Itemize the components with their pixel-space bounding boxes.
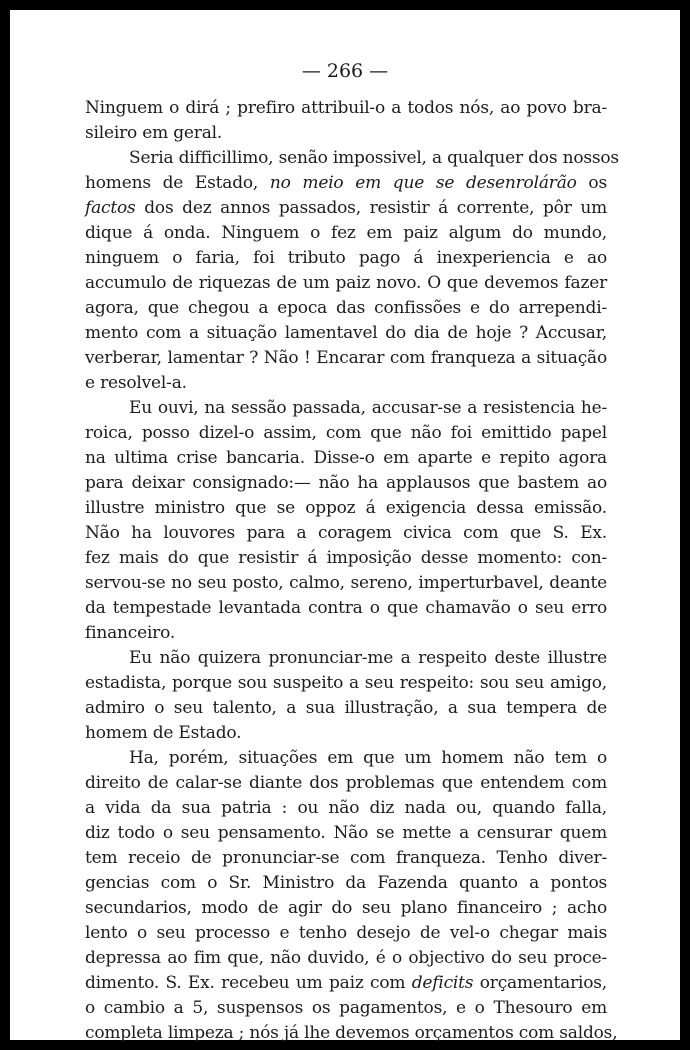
text-line: mento com a situação lamentavel do dia de hoje ? Accusar, [85, 323, 607, 343]
text-line: ninguem o faria, foi tributo pago á inexperiencia e ao [85, 248, 607, 268]
text-line: Eu não quizera pronunciar-me a respeito deste illustre [129, 648, 607, 668]
text-line: agora, que chegou a epoca das confissões e do arrependi- [85, 298, 607, 318]
text-line: roica, posso dizel-o assim, com que não foi emittido papel [85, 423, 607, 443]
text-line: direito de calar-se diante dos problemas que entendem com [85, 773, 607, 793]
text-line: estadista, porque sou suspeito a seu respeito: sou seu amigo, [85, 673, 607, 693]
text-line: lento o seu processo e tenho desejo de vel-o chegar mais [85, 923, 607, 943]
text-line: homens de Estado, no meio em que se desenrolárão os [85, 173, 607, 193]
text-line: Ninguem o dirá ; prefiro attribuil-o a todos nós, ao povo bra- [85, 98, 607, 118]
text-line: tem receio de pronunciar-se com franqueza. Tenho diver- [85, 848, 607, 868]
text-line: secundarios, modo de agir do seu plano financeiro ; acho [85, 898, 607, 918]
text-line: accumulo de riquezas de um paiz novo. O que devemos fazer [85, 273, 607, 293]
text-line: factos dos dez annos passados, resistir á corrente, pôr um [85, 198, 607, 218]
text-line: admiro o seu talento, a sua illustração, a sua tempera de [85, 698, 607, 718]
text-line: para deixar consignado:— não ha applausos que bastem ao [85, 473, 607, 493]
text-line: sileiro em geral. [85, 123, 223, 143]
text-line: servou-se no seu posto, calmo, sereno, imperturbavel, deante [85, 573, 607, 593]
text-line: e resolvel-a. [85, 373, 187, 393]
text-line: a vida da sua patria : ou não diz nada ou, quando falla, [85, 798, 607, 818]
text-line: Ha, porém, situações em que um homem não tem o [129, 748, 607, 768]
text-line: homem de Estado. [85, 723, 242, 743]
italic-phrase: no meio em que se desenrolárão [269, 173, 577, 193]
italic-phrase: deficits [411, 973, 474, 993]
page-number: — 266 — [301, 60, 389, 82]
text-line: o cambio a 5, suspensos os pagamentos, e o Thesouro em [85, 998, 607, 1018]
text-line: illustre ministro que se oppoz á exigencia dessa emissão. [85, 498, 607, 518]
text-line: dique á onda. Ninguem o fez em paiz algum do mundo, [85, 223, 607, 243]
text-line: diz todo o seu pensamento. Não se mette a censurar quem [85, 823, 607, 843]
text-line: na ultima crise bancaria. Disse-o em aparte e repito agora [85, 448, 607, 468]
text-line: verberar, lamentar ? Não ! Encarar com franqueza a situação [85, 348, 607, 368]
text-line: fez mais do que resistir á imposição desse momento: con- [85, 548, 607, 568]
text-line: gencias com o Sr. Ministro da Fazenda quanto a pontos [85, 873, 607, 893]
text-line: da tempestade levantada contra o que chamavão o seu erro [85, 598, 607, 618]
book-page [10, 10, 680, 1043]
text-line: depressa ao fim que, não duvido, é o objectivo do seu proce- [85, 948, 607, 968]
body-text [85, 96, 619, 1046]
text-line: dimento. S. Ex. recebeu um paiz com deficits orçamentarios, [85, 973, 608, 993]
text-line: Seria difficillimo, senão impossivel, a qualquer dos nossos [129, 148, 619, 168]
text-line: Não ha louvores para a coragem civica com que S. Ex. [85, 523, 607, 543]
text-line: Eu ouvi, na sessão passada, accusar-se a resistencia he- [129, 398, 607, 418]
text-line: completa limpeza ; nós já lhe devemos orçamentos com saldos, [85, 1023, 618, 1043]
text-line: financeiro. [85, 623, 176, 643]
italic-phrase: factos [85, 198, 136, 218]
